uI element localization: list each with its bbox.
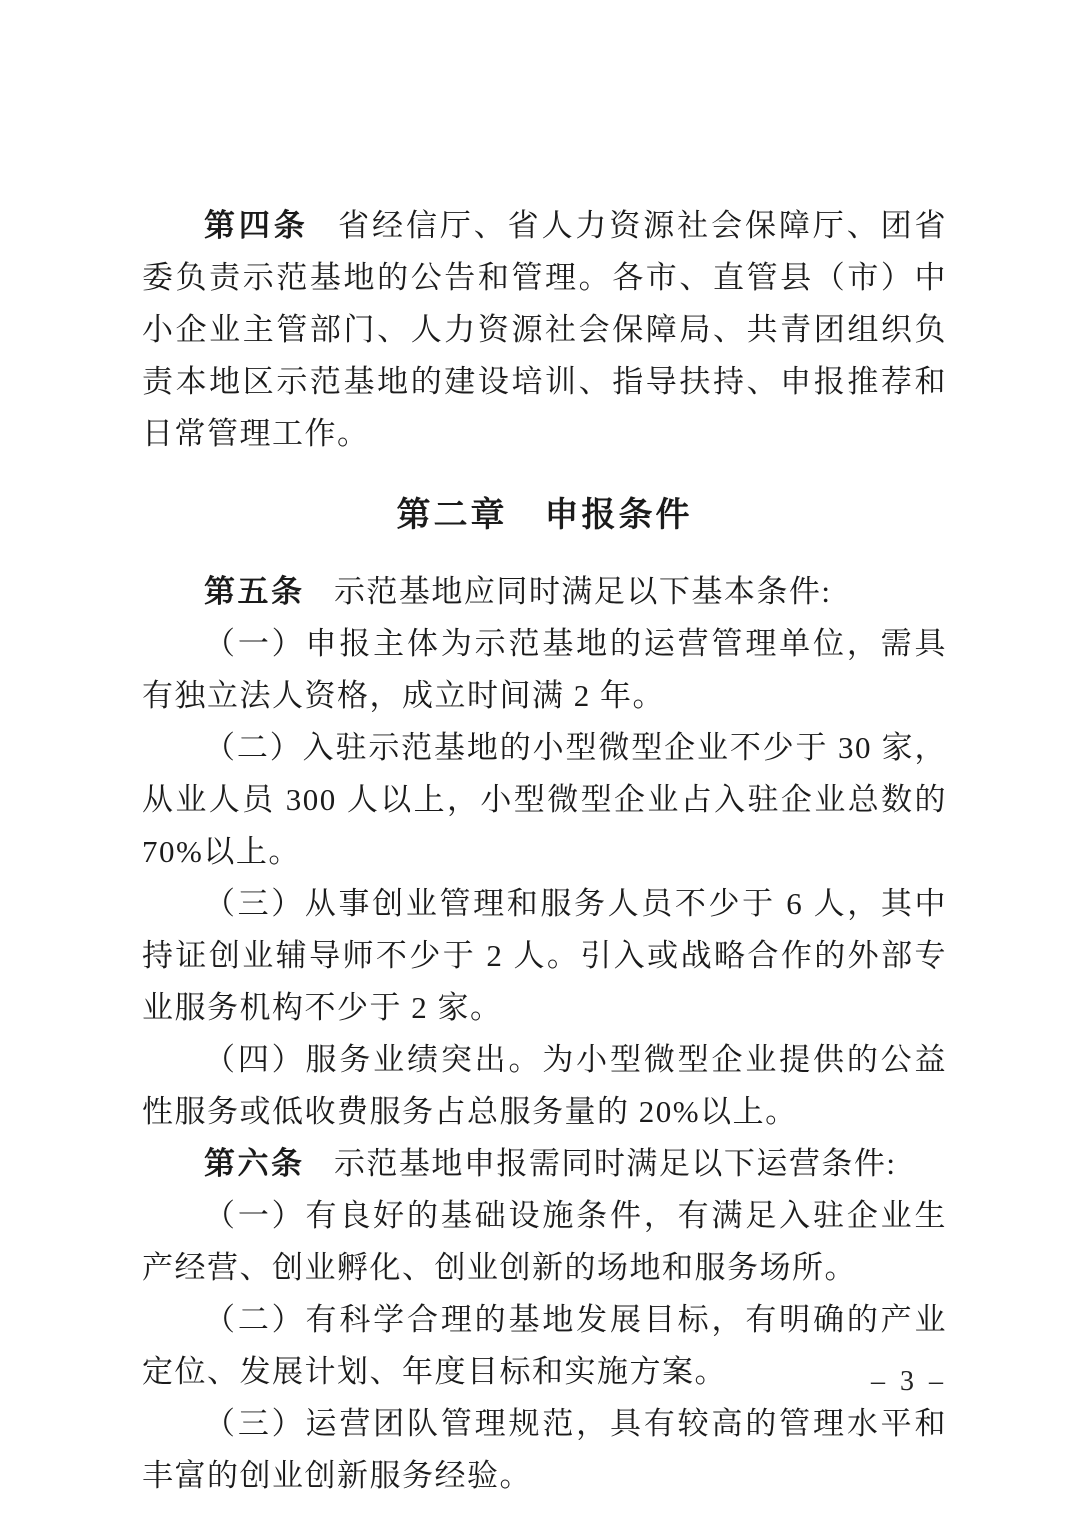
article-5-number: 第五条 [204, 574, 305, 609]
article-5-item-4: （四）服务业绩突出。为小型微型企业提供的公益性服务或低收费服务占总服务量的 20%以上。 [142, 1042, 947, 1129]
article-4-paragraph [142, 200, 947, 460]
article-5-text: 示范基地应同时满足以下基本条件: [333, 574, 832, 609]
article-5-item-3: （三）从事创业管理和服务人员不少于 6 人，其中持证创业辅导师不少于 2 人。引入或战略合作的外部专业服务机构不少于 2 家。 [142, 886, 947, 1025]
chapter-2-heading: 第二章 申报条件 [396, 497, 693, 534]
article-6-item-3: （三）运营团队管理规范，具有较高的管理水平和丰富的创业创新服务经验。 [142, 1406, 947, 1493]
article-6-item-2: （二）有科学合理的基地发展目标，有明确的产业定位、发展计划、年度目标和实施方案。 [142, 1302, 947, 1389]
article-5-item-2: （二）入驻示范基地的小型微型企业不少于 30 家，从业人员 300 人以上，小型微型企业占入驻企业总数的 70%以上。 [142, 730, 947, 869]
article-6-paragraph [142, 1138, 947, 1190]
article-5-item-1: （一）申报主体为示范基地的运营管理单位，需具有独立法人资格，成立时间满 2 年。 [142, 626, 947, 713]
article-4-text: 省经信厅、省人力资源社会保障厅、团省委负责示范基地的公告和管理。各市、直管县（市）中小企业主管部门、人力资源社会保障局、共青团组织负责本地区示范基地的建设培训、指导扶持、申报推荐和日常管理工作。 [142, 208, 948, 451]
article-4-number: 第四条 [204, 208, 309, 243]
page-number: – 3 – [871, 1366, 947, 1397]
article-6-number: 第六条 [204, 1146, 305, 1181]
document-body [142, 200, 947, 1502]
article-6-item-1: （一）有良好的基础设施条件，有满足入驻企业生产经营、创业孵化、创业创新的场地和服务场所。 [142, 1198, 947, 1285]
article-5-paragraph [142, 566, 947, 618]
article-6-text: 示范基地申报需同时满足以下运营条件: [333, 1146, 897, 1181]
